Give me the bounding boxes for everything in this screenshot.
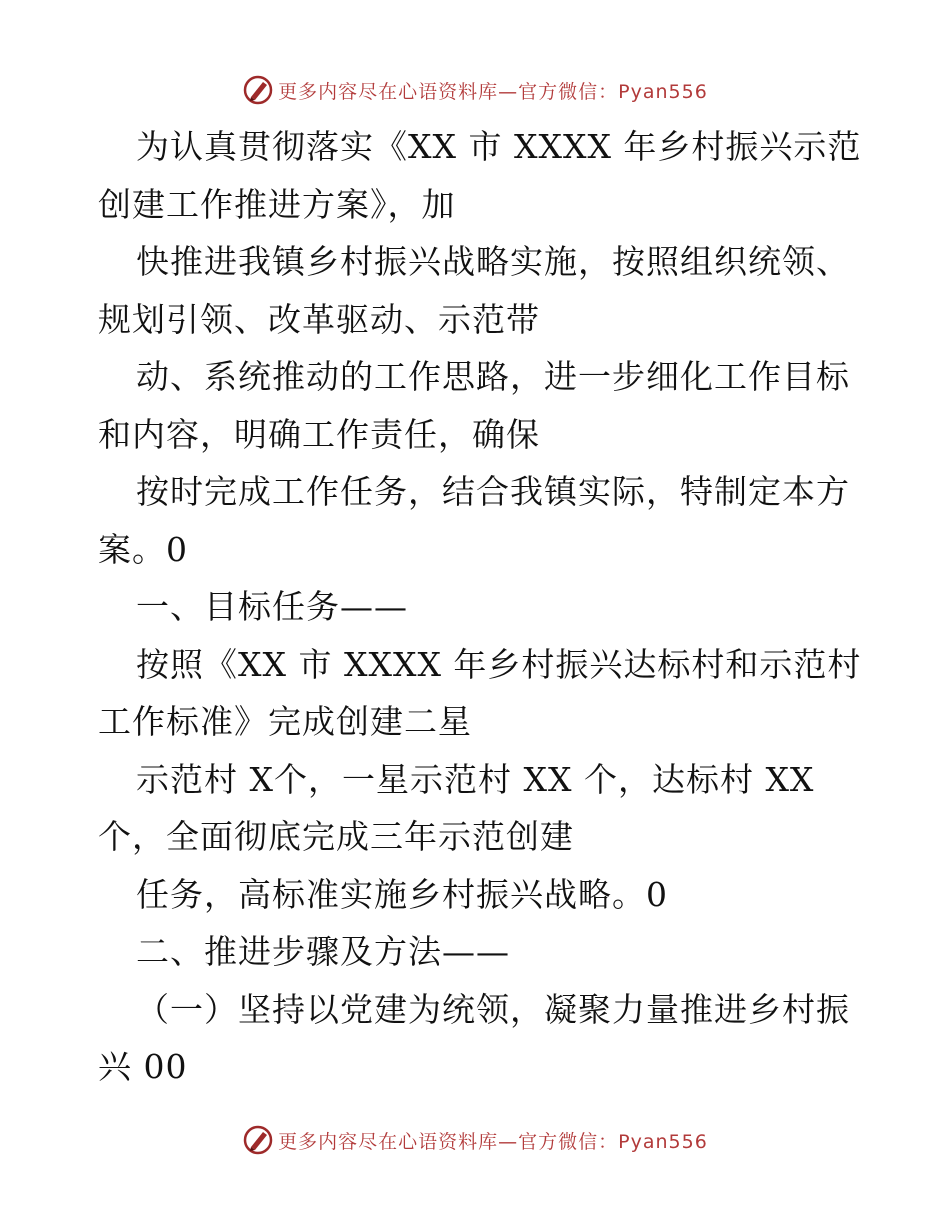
body-line: 兴 00 (98, 1047, 188, 1086)
body-line: 任务，高标准实施乡村振兴战略。0 (136, 874, 668, 914)
body-line: 创建工作推进方案》，加 (98, 184, 456, 224)
pen-logo-icon (242, 1124, 274, 1156)
body-line: 案。0 (98, 529, 188, 569)
body-line: 规划引领、改革驱动、示范带 (98, 299, 540, 339)
header-banner-text: 更多内容尽在心语资料库—官方微信：Pyan556 (278, 80, 708, 103)
section-heading: 一、目标任务—— (136, 587, 408, 626)
pen-logo-icon (242, 74, 274, 106)
section-heading: 二、推进步骤及方法—— (136, 932, 510, 971)
document-body (98, 118, 888, 1096)
body-line: 按时完成工作任务，结合我镇实际，特制定本方 (136, 472, 850, 511)
body-line: 为认真贯彻落实《XX 市 XXXX 年乡村振兴示范 (136, 127, 862, 166)
subsection-heading: （一）坚持以党建为统领，凝聚力量推进乡村振 (136, 989, 850, 1029)
body-line: 快推进我镇乡村振兴战略实施，按照组织统领、 (136, 242, 850, 281)
body-line: 工作标准》完成创建二星 (98, 702, 472, 741)
body-line: 和内容，明确工作责任，确保 (98, 414, 540, 454)
header-banner (0, 70, 950, 110)
footer-banner (0, 1120, 950, 1160)
body-line: 动、系统推动的工作思路，进一步细化工作目标 (136, 357, 850, 396)
body-line: 示范村 X个，一星示范村 XX 个，达标村 XX (136, 759, 815, 799)
footer-banner-text: 更多内容尽在心语资料库—官方微信：Pyan556 (278, 1130, 708, 1153)
body-line: 个，全面彻底完成三年示范创建 (98, 817, 574, 856)
body-line: 按照《XX 市 XXXX 年乡村振兴达标村和示范村 (136, 644, 862, 684)
